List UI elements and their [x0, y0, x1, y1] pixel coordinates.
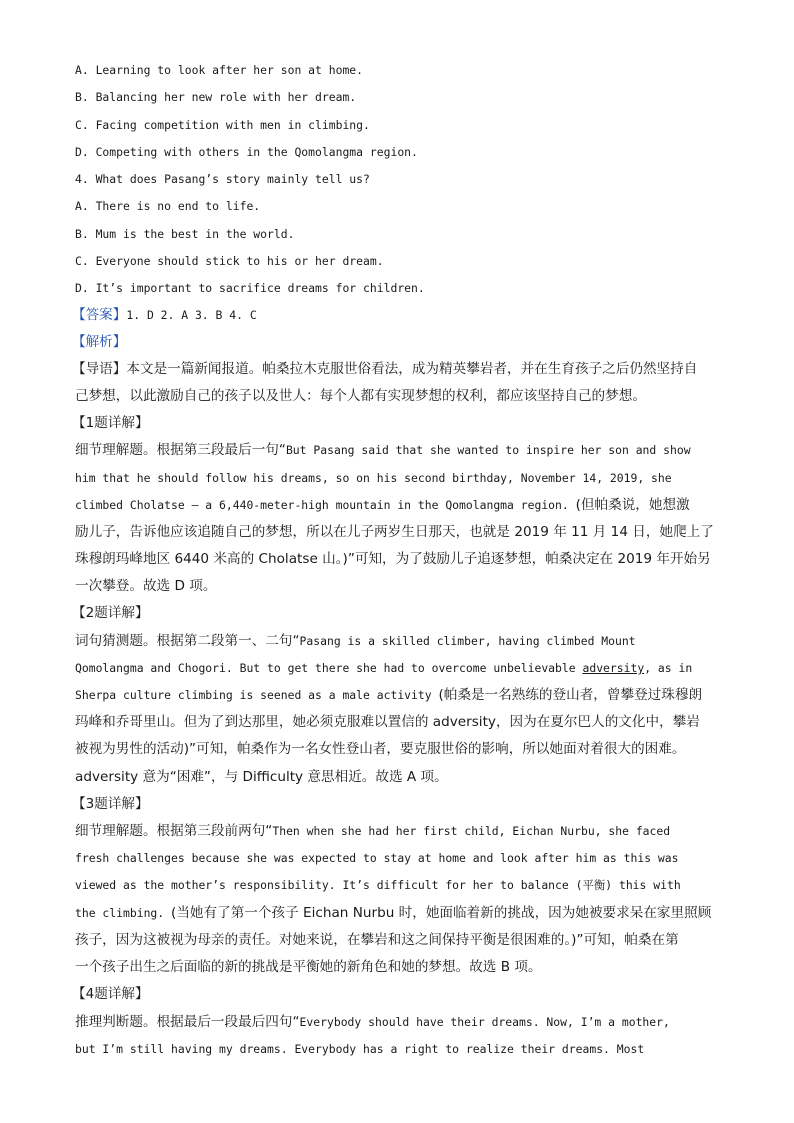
en-text: , as in — [644, 661, 693, 675]
section-heading: 【3题详解】 — [72, 796, 149, 812]
paragraph-line: fresh challenges because she was expected to stay at home and look after him as this was — [75, 851, 679, 865]
option-line: D. It’s important to sacrifice dreams for children. — [75, 281, 425, 295]
intro-line: 己梦想，以此激励自己的孩子以及世人：每个人都有实现梦想的权利，都应该坚持自己的梦想。 — [75, 388, 646, 404]
underlined-word: adversity — [582, 661, 645, 675]
intro-label: 【导语】 — [72, 361, 127, 377]
option-line: B. Balancing her new role with her dream. — [75, 90, 357, 104]
paragraph-line: 一个孩子出生之后面临的新的挑战是平衡她的新角色和她的梦想。故选 B 项。 — [75, 959, 542, 975]
paragraph-line — [75, 904, 725, 923]
option-line: C. Facing competition with men in climbing. — [75, 118, 370, 132]
en-text: Then when she had her first child, Eichan Nurbu, she faced — [272, 824, 671, 838]
option-line: D. Competing with others in the Qomolangma region. — [75, 145, 418, 159]
paragraph-line — [75, 686, 725, 705]
paragraph-line: but I’m still having my dreams. Everybody has a right to realize their dreams. Most — [75, 1042, 645, 1056]
en-text: climbed Cholatse — a 6,440-meter-high mountain in the Qomolangma region. — [75, 498, 576, 512]
paragraph-line — [75, 822, 725, 841]
paragraph-line: 玛峰和乔哥里山。但为了到达那里，她必须克服难以置信的 adversity，因为在夏尔巴人的文化中，攀岩 — [75, 714, 700, 730]
cn-text: (当她有了第一个孩子 Eichan Nurbu 时，她面临着新的挑战，因为她被要求呆在家里照顾 — [171, 905, 712, 921]
answer-label: 【答案】 — [72, 307, 127, 323]
cn-text: 细节理解题。根据第三段前两句“ — [75, 823, 273, 839]
section-heading: 【1题详解】 — [72, 415, 149, 431]
en-text: Everybody should have their dreams. Now, I’m a mother, — [299, 1015, 670, 1029]
question-line: 4. What does Pasang’s story mainly tell us? — [75, 172, 370, 186]
cn-text: 细节理解题。根据第三段最后一句“ — [75, 442, 286, 458]
cn-text: (但帕桑说，她想激 — [575, 497, 690, 513]
cn-text: 词句猜测题。根据第二段第一、二句“ — [75, 633, 300, 649]
answer-text: 1. D 2. A 3. B 4. C — [126, 308, 257, 322]
paragraph-line: viewed as the mother’s responsibility. It’s difficult for her to balance (平衡) this with — [75, 878, 681, 892]
paragraph-line — [75, 659, 725, 677]
cn-text: (帕桑是一名熟练的登山者，曾攀登过珠穆朗 — [438, 687, 703, 703]
section-heading: 【4题详解】 — [72, 986, 149, 1002]
analysis-label: 【解析】 — [72, 334, 127, 350]
paragraph-line — [75, 441, 725, 460]
en-text: Pasang is a skilled climber, having climbed Mount — [299, 634, 636, 648]
paragraph-line: 珠穆朗玛峰地区 6440 米高的 Cholatse 山。)”可知，为了鼓励儿子追逐梦想，帕桑决定在 2019 年开始另 — [75, 551, 711, 567]
option-line: A. Learning to look after her son at home. — [75, 63, 364, 77]
paragraph-line: 被视为男性的活动)”可知，帕桑作为一名女性登山者，要克服世俗的影响，所以她面对着很大的困难。 — [75, 741, 686, 757]
paragraph-line — [75, 496, 725, 515]
paragraph-line: him that he should follow his dreams, so on his second birthday, November 14, 2019, she — [75, 471, 672, 485]
intro-line — [72, 360, 722, 378]
paragraph-line: adversity 意为“困难”，与 Difficulty 意思相近。故选 A 项。 — [75, 769, 448, 785]
option-line: B. Mum is the best in the world. — [75, 227, 295, 241]
answer-line — [72, 306, 722, 325]
intro-text: 本文是一篇新闻报道。帕桑拉木克服世俗看法，成为精英攀岩者，并在生育孩子之后仍然坚持自 — [126, 361, 698, 377]
en-text: Qomolangma and Chogori. But to get there she had to overcome unbelievable — [75, 661, 583, 675]
paragraph-line: 一次攀登。故选 D 项。 — [75, 578, 217, 594]
paragraph-line — [75, 1013, 725, 1032]
en-text: But Pasang said that she wanted to inspire her son and show — [285, 443, 691, 457]
option-line: A. There is no end to life. — [75, 199, 261, 213]
paragraph-line: 励儿子，告诉他应该追随自己的梦想，所以在儿子两岁生日那天，也就是 2019 年 11 月 14 日，她爬上了 — [75, 524, 714, 540]
en-text: the climbing. — [75, 906, 172, 920]
en-text: Sherpa culture climbing is seened as a male activity — [75, 688, 439, 702]
paragraph-line — [75, 632, 725, 651]
section-heading: 【2题详解】 — [72, 605, 149, 621]
option-line: C. Everyone should stick to his or her dream. — [75, 254, 384, 268]
paragraph-line: 孩子，因为这被视为母亲的责任。对她来说，在攀岩和这之间保持平衡是很困难的。)”可知，帕桑在第 — [75, 932, 679, 948]
cn-text: 推理判断题。根据最后一段最后四句“ — [75, 1014, 300, 1030]
